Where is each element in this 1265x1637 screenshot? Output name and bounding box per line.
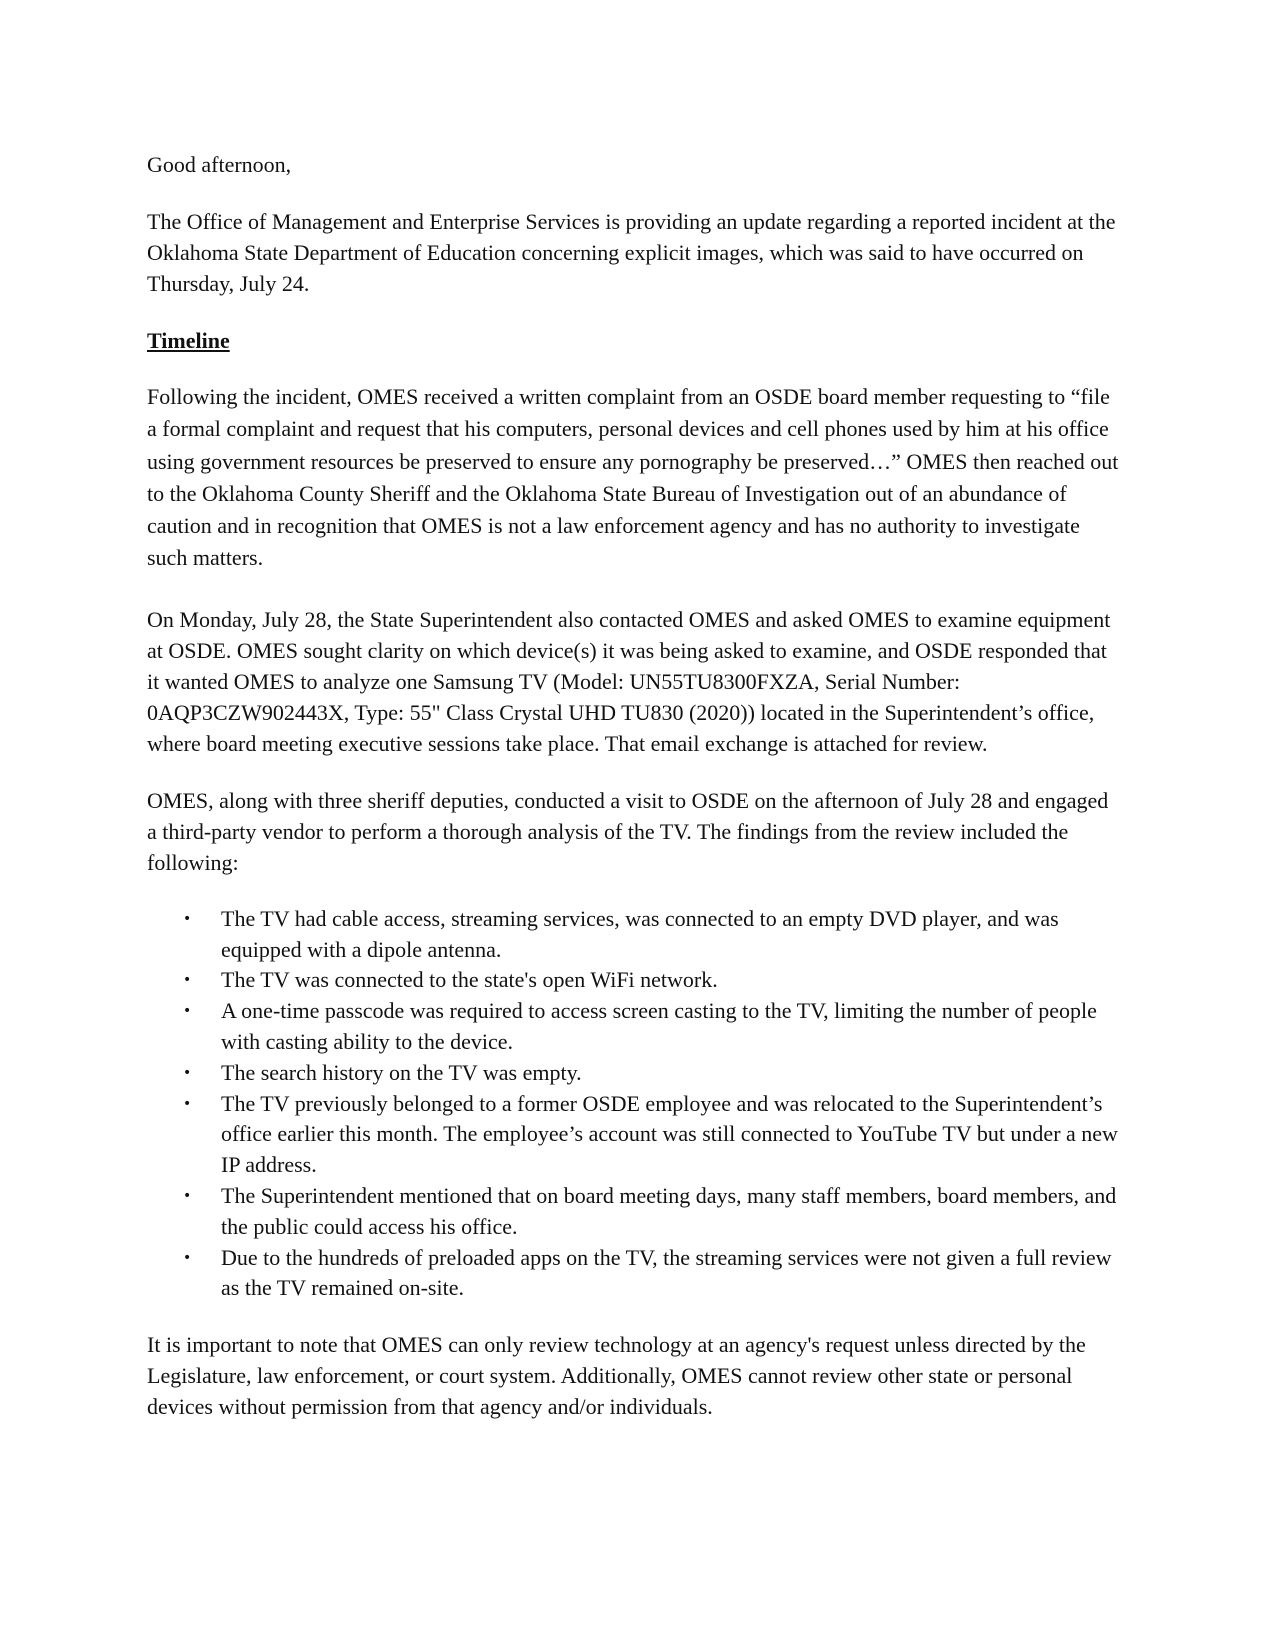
findings-list — [147, 904, 1122, 1304]
finding-text: The Superintendent mentioned that on board meeting days, many staff members, board members, and the public could access his office. — [221, 1182, 1117, 1239]
list-item — [147, 965, 1122, 996]
timeline-heading: Timeline — [147, 328, 230, 353]
list-item — [147, 904, 1122, 966]
superintendent-request-paragraph: On Monday, July 28, the State Superintendent also contacted OMES and asked OMES to examine equipment at OSDE. OMES sought clarity on which device(s) it was being asked to examine, and OSDE responded that it wanted OMES to analyze one Samsung TV (Model: UN55TU8300FXZA, Serial Number: 0AQP3CZW902443X, Type: 55" Class Crystal UHD TU830 (2020)) located in the Superintendent’s office, where board meeting executive sessions take place. That email exchange is attached for review. — [147, 606, 1111, 756]
intro-paragraph: The Office of Management and Enterprise Services is providing an update regarding a reported incident at the Oklahoma State Department of Education concerning explicit images, which was said to have occurred on Thursday, July 24. — [147, 209, 1116, 296]
bullet-icon: • — [183, 1249, 192, 1266]
list-item — [147, 1058, 1122, 1089]
finding-text: The TV had cable access, streaming services, was connected to an empty DVD player, and was equipped with a dipole antenna. — [221, 905, 1059, 962]
letter-body — [147, 149, 1122, 1422]
finding-text: A one-time passcode was required to access screen casting to the TV, limiting the number of people with casting ability to the device. — [221, 998, 1097, 1054]
finding-text: The search history on the TV was empty. — [221, 1059, 582, 1085]
bullet-icon: • — [183, 1187, 192, 1204]
bullet-icon: • — [183, 972, 192, 989]
authority-note-paragraph: It is important to note that OMES can only review technology at an agency's request unless directed by the Legislature, law enforcement, or court system. Additionally, OMES cannot review other state or personal devices without permission from that agency and/or individuals. — [147, 1332, 1086, 1420]
bullet-icon: • — [183, 1095, 192, 1112]
finding-text: The TV previously belonged to a former OSDE employee and was relocated to the Superintendent’s office earlier this month. The employee’s account was still connected to YouTube TV but under a new IP address. — [221, 1090, 1118, 1178]
complaint-paragraph: Following the incident, OMES received a written complaint from an OSDE board member requesting to “file a formal complaint and request that his computers, personal devices and cell phones used by him at his office using government resources be preserved to ensure any pornography be preserved…” OMES then reached out to the Oklahoma County Sheriff and the Oklahoma State Bureau of Investigation out of an abundance of caution and in recognition that OMES is not a law enforcement agency and has no authority to investigate such matters. — [147, 384, 1119, 571]
list-item — [147, 1181, 1122, 1243]
finding-text: Due to the hundreds of preloaded apps on the TV, the streaming services were not given a full review as the TV remained on-site. — [221, 1244, 1112, 1301]
site-visit-paragraph: OMES, along with three sheriff deputies, conducted a visit to OSDE on the afternoon of July 28 and engaged a third-party vendor to perform a thorough analysis of the TV. The findings from the review included the following: — [147, 787, 1109, 875]
list-item — [147, 996, 1122, 1058]
list-item — [147, 1243, 1122, 1305]
bullet-icon: • — [183, 1064, 192, 1081]
bullet-icon: • — [183, 910, 192, 927]
greeting: Good afternoon, — [147, 152, 292, 177]
bullet-icon: • — [183, 1003, 192, 1020]
finding-text: The TV was connected to the state's open WiFi network. — [221, 967, 718, 993]
list-item — [147, 1089, 1122, 1181]
